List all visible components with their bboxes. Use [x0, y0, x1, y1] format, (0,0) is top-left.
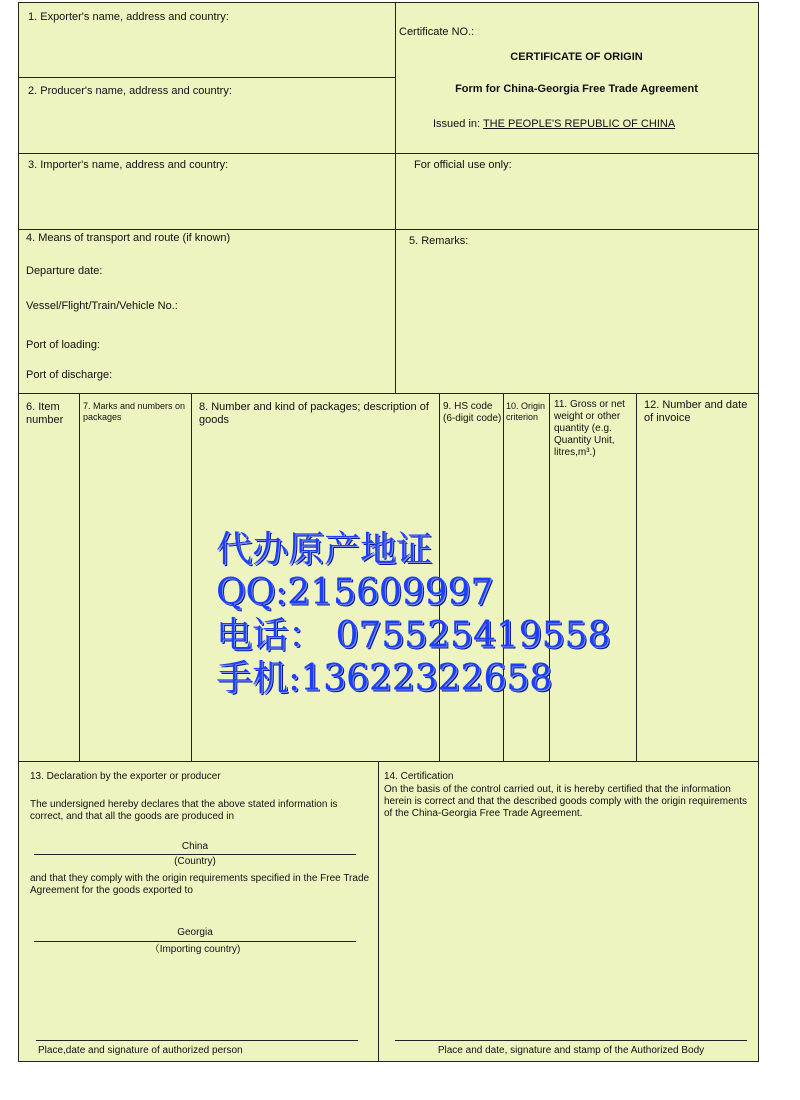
column-header-origin-criterion: 10. Origin criterion — [506, 401, 546, 422]
column-header-invoice: 12. Number and date of invoice — [644, 399, 748, 424]
country-caption: (Country) — [174, 856, 216, 867]
issued-in-country: THE PEOPLE'S REPUBLIC OF CHINA — [482, 118, 676, 130]
declaration-country: China — [181, 841, 209, 852]
column-header-marks: 7. Marks and numbers on packages — [83, 401, 186, 422]
importing-country-underline — [34, 941, 356, 942]
divider-box13-box14 — [378, 761, 379, 1061]
vessel-label: Vessel/Flight/Train/Vehicle No.: — [26, 300, 178, 312]
box4-label: 4. Means of transport and route (if known) — [26, 232, 231, 244]
column-header-description: 8. Number and kind of packages; description of goods — [199, 401, 429, 426]
box3-label: 3. Importer's name, address and country: — [28, 159, 229, 171]
divider-col10-col11 — [549, 393, 550, 761]
certification-text: On the basis of the control carried out, it is hereby certified that the information herein is correct and that the described goods comply with the origin requirements of the China-Georgia Free Trade Agreement. — [384, 784, 747, 819]
column-header-item-number: 6. Item number — [26, 401, 64, 426]
issued-in-label: Issued in: — [433, 118, 481, 130]
exporter-signature-line — [36, 1040, 358, 1041]
port-of-discharge-label: Port of discharge: — [26, 369, 113, 381]
exporter-signature-caption: Place,date and signature of authorized person — [38, 1045, 243, 1056]
official-use-label: For official use only: — [414, 159, 512, 171]
divider-box3-box4 — [19, 229, 758, 230]
box2-label: 2. Producer's name, address and country: — [28, 85, 232, 97]
divider-columns-box13 — [19, 761, 758, 762]
issued-in — [433, 118, 675, 131]
divider-box4-columns — [19, 393, 758, 394]
declaration-importing-country: Georgia — [177, 927, 213, 938]
divider-box2-box3 — [19, 153, 758, 154]
authority-signature-line — [395, 1040, 747, 1041]
divider-box1-box2 — [19, 77, 395, 78]
column-header-weight: 11. Gross or net weight or other quantity (e.g. Quantity Unit, litres,m³.) — [554, 399, 625, 458]
certificate-title: CERTIFICATE OF ORIGIN — [510, 51, 643, 63]
importing-country-caption: （Importing country) — [149, 944, 241, 955]
certificate-subtitle: Form for China-Georgia Free Trade Agreement — [455, 83, 698, 95]
authority-signature-caption: Place and date, signature and stamp of the Authorized Body — [437, 1045, 705, 1056]
watermark-line-4: 手机:13622322658 — [216, 658, 553, 699]
remarks-label: 5. Remarks: — [409, 235, 469, 247]
divider-col7-col8 — [191, 393, 192, 761]
box1-label: 1. Exporter's name, address and country: — [28, 11, 229, 23]
divider-col6-col7 — [79, 393, 80, 761]
port-of-loading-label: Port of loading: — [26, 339, 100, 351]
country-underline — [34, 854, 356, 855]
watermark-line-2: QQ:215609997 — [216, 572, 494, 613]
divider-col11-col12 — [636, 393, 637, 761]
divider-col9-col10 — [503, 393, 504, 761]
column-header-hs-code: 9. HS code (6-digit code) — [443, 401, 502, 424]
compliance-text: and that they comply with the origin requirements specified in the Free Trade Agreement for the goods exported to — [30, 873, 370, 896]
certificate-form — [18, 2, 759, 1062]
certificate-number-label: Certificate NO.: — [399, 26, 475, 38]
box14-label: 14. Certification — [384, 771, 454, 782]
watermark-line-3: 电话： 075525419558 — [216, 615, 611, 656]
departure-date-label: Departure date: — [26, 265, 103, 277]
declaration-text: The undersigned hereby declares that the above stated information is correct, and that all the goods are produced in — [30, 799, 338, 822]
box13-label: 13. Declaration by the exporter or producer — [30, 771, 221, 782]
watermark-line-1: 代办原产地证 — [216, 529, 433, 570]
